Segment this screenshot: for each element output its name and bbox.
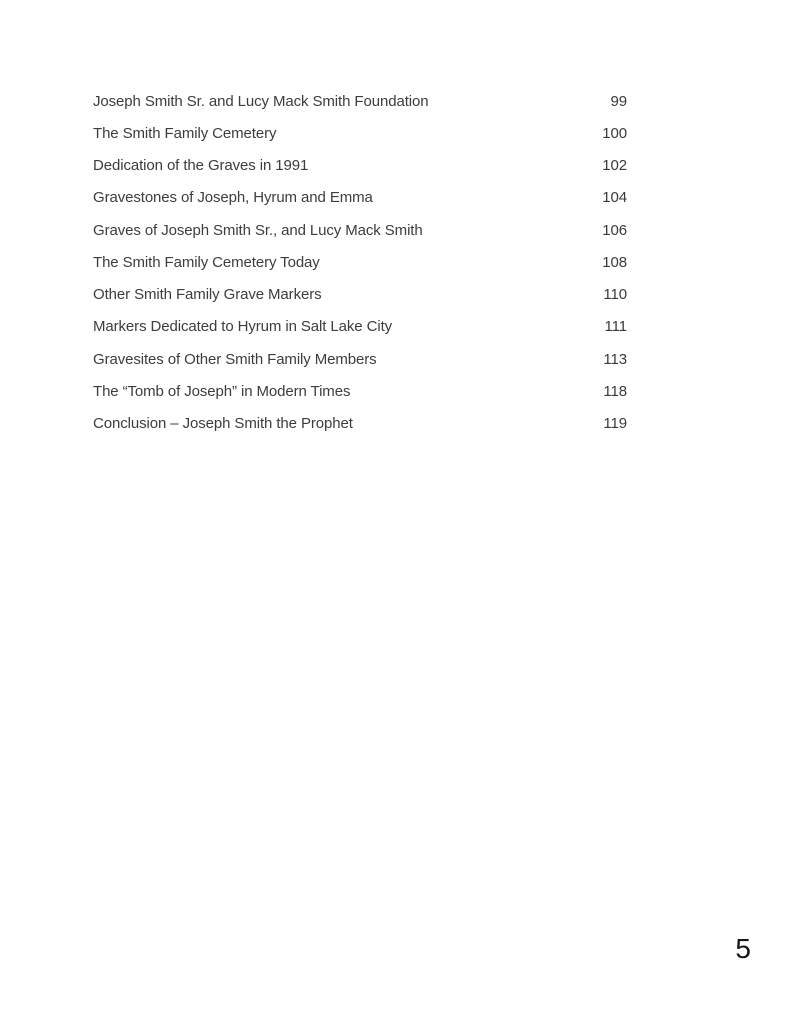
toc-entry bbox=[93, 85, 627, 117]
toc-entry-title: Graves of Joseph Smith Sr., and Lucy Mack Smith bbox=[93, 221, 423, 239]
toc-entry-page-number: 100 bbox=[602, 124, 627, 142]
toc-entry-title: Other Smith Family Grave Markers bbox=[93, 286, 322, 304]
toc-entry bbox=[93, 182, 627, 214]
toc-entry-page-number: 110 bbox=[603, 286, 627, 304]
toc-entry-page-number: 111 bbox=[604, 318, 627, 336]
toc-entry bbox=[93, 343, 627, 375]
toc-entry-title: Gravesites of Other Smith Family Members bbox=[93, 350, 377, 368]
toc-entry-page-number: 104 bbox=[602, 189, 627, 207]
toc-entry bbox=[93, 214, 627, 246]
page-number: 5 bbox=[735, 933, 751, 964]
toc-entry bbox=[93, 311, 627, 343]
toc-entry-title: The Smith Family Cemetery Today bbox=[93, 253, 320, 271]
toc-entry bbox=[93, 117, 627, 149]
toc-entry-page-number: 106 bbox=[602, 221, 627, 239]
toc-entry-page-number: 119 bbox=[603, 415, 627, 433]
toc-entry-title: Markers Dedicated to Hyrum in Salt Lake City bbox=[93, 318, 393, 336]
table-of-contents bbox=[93, 85, 627, 440]
toc-entry-page-number: 108 bbox=[602, 253, 627, 271]
toc-entry-title: Joseph Smith Sr. and Lucy Mack Smith Foundation bbox=[93, 92, 429, 110]
toc-entry bbox=[93, 279, 627, 311]
toc-entry bbox=[93, 150, 627, 182]
toc-entry-title: Conclusion – Joseph Smith the Prophet bbox=[93, 415, 353, 433]
toc-entry-page-number: 99 bbox=[610, 92, 627, 110]
toc-entry-title: The Smith Family Cemetery bbox=[93, 124, 277, 142]
toc-entry-page-number: 102 bbox=[602, 157, 627, 175]
toc-entry-title: Dedication of the Graves in 1991 bbox=[93, 157, 309, 175]
toc-entry bbox=[93, 246, 627, 278]
toc-entry-title: The “Tomb of Joseph” in Modern Times bbox=[93, 382, 351, 400]
toc-entry-page-number: 113 bbox=[603, 350, 627, 368]
toc-entry-title: Gravestones of Joseph, Hyrum and Emma bbox=[93, 189, 373, 207]
toc-entry-page-number: 118 bbox=[603, 382, 627, 400]
toc-entry bbox=[93, 375, 627, 407]
toc-entry bbox=[93, 408, 627, 440]
